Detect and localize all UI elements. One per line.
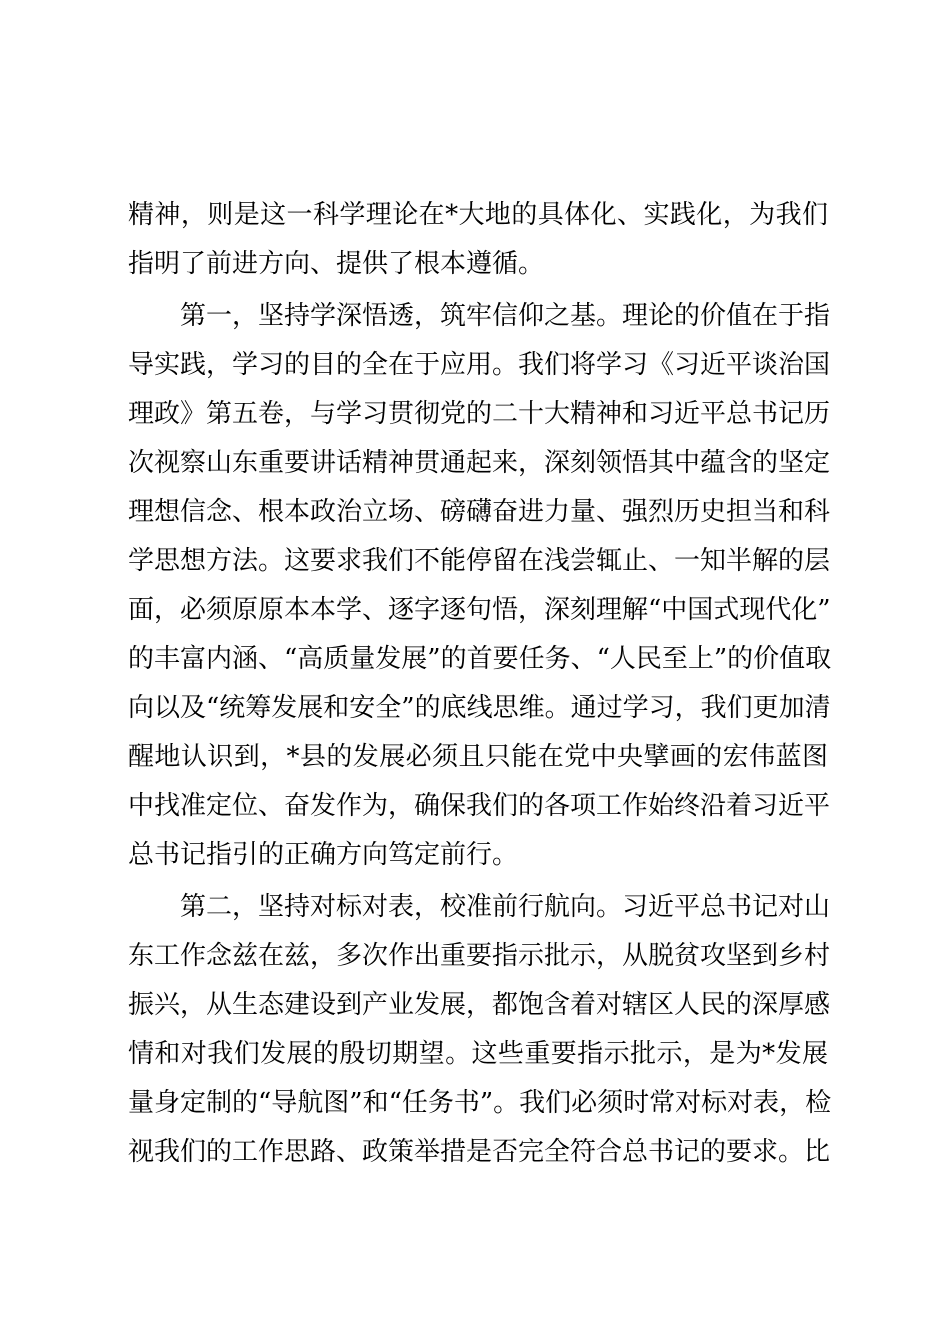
text-line: 向以及“统筹发展和安全”的底线思维。通过学习，我们更加清 bbox=[128, 693, 831, 723]
document-body bbox=[128, 192, 832, 1178]
text-line: 视我们的工作思路、政策举措是否完全符合总书记的要求。比 bbox=[128, 1137, 831, 1167]
text-line: 精神，则是这一科学理论在*大地的具体化、实践化，为我们 bbox=[128, 200, 828, 230]
text-line: 情和对我们发展的殷切期望。这些重要指示批示，是为*发展 bbox=[128, 1039, 828, 1069]
text-line: 面，必须原原本本学、逐字逐句悟，深刻理解“中国式现代化” bbox=[128, 595, 831, 625]
text-line: 第一，坚持学深悟透，筑牢信仰之基。理论的价值在于指 bbox=[180, 301, 831, 331]
paragraph bbox=[128, 293, 832, 881]
paragraph bbox=[128, 884, 832, 1178]
text-line: 中找准定位、奋发作为，确保我们的各项工作始终沿着习近平 bbox=[128, 791, 831, 821]
text-line: 量身定制的“导航图”和“任务书”。我们必须时常对标对表，检 bbox=[128, 1088, 832, 1118]
text-line: 第二，坚持对标对表，校准前行航向。习近平总书记对山 bbox=[180, 892, 831, 922]
text-line: 振兴，从生态建设到产业发展，都饱含着对辖区人民的深厚感 bbox=[128, 990, 831, 1020]
text-line: 总书记指引的正确方向笃定前行。 bbox=[128, 840, 519, 870]
text-line: 指明了前进方向、提供了根本遵循。 bbox=[128, 249, 545, 279]
text-line: 东工作念兹在兹，多次作出重要指示批示，从脱贫攻坚到乡村 bbox=[128, 941, 831, 971]
text-line: 醒地认识到，*县的发展必须且只能在党中央擘画的宏伟蓝图 bbox=[128, 742, 828, 772]
text-line: 学思想方法。这要求我们不能停留在浅尝辄止、一知半解的层 bbox=[128, 546, 831, 576]
text-line: 理政》第五卷，与学习贯彻党的二十大精神和习近平总书记历 bbox=[128, 399, 831, 429]
text-line: 的丰富内涵、“高质量发展”的首要任务、“人民至上”的价值取 bbox=[128, 644, 832, 674]
text-line: 理想信念、根本政治立场、磅礴奋进力量、强烈历史担当和科 bbox=[128, 497, 831, 527]
text-line: 导实践，学习的目的全在于应用。我们将学习《习近平谈治国 bbox=[128, 350, 831, 380]
text-line: 次视察山东重要讲话精神贯通起来，深刻领悟其中蕴含的坚定 bbox=[128, 448, 831, 478]
paragraph bbox=[128, 192, 828, 290]
